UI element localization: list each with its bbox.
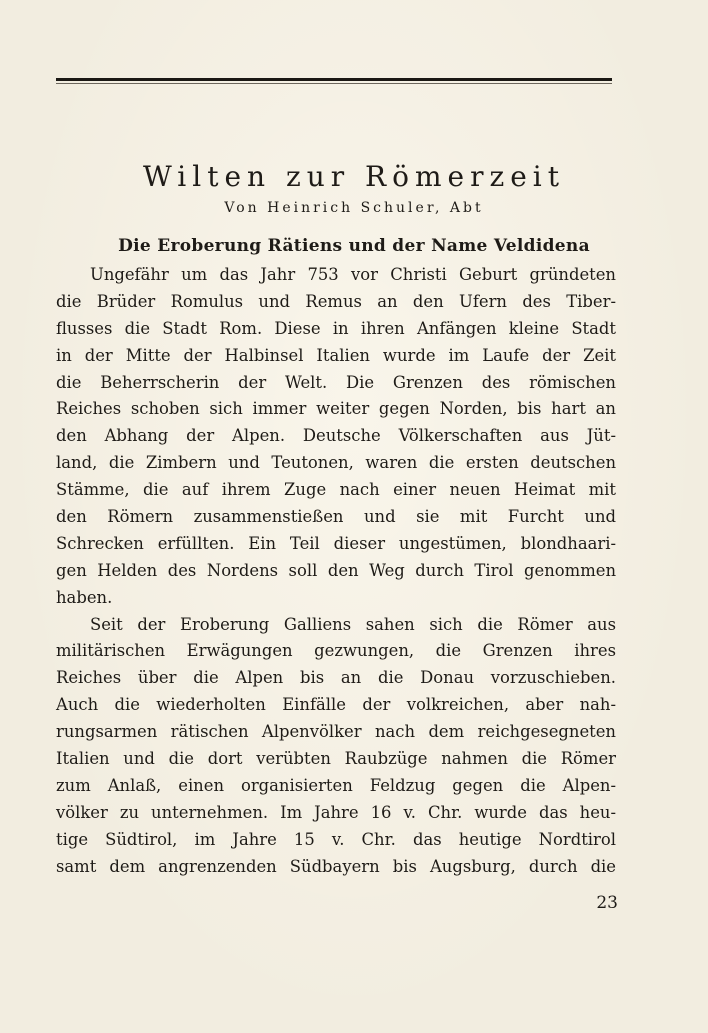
body-text (56, 262, 616, 880)
article-byline: Von Heinrich Schuler, Abt (224, 200, 484, 216)
section-heading: Die Eroberung Rätiens und der Name Veldidena (118, 236, 590, 256)
text-line: gen Helden des Nordens soll den Weg durch Tirol genommen (56, 560, 616, 580)
header-rule-thin (56, 83, 612, 84)
text-line: Stämme, die auf ihrem Zuge nach einer neuen Heimat mit (56, 480, 616, 500)
text-line: völker zu unternehmen. Im Jahre 16 v. Chr. wurde das heu- (56, 802, 616, 822)
article-title: Wilten zur Römerzeit (143, 160, 565, 193)
text-line: zum Anlaß, einen organisierten Feldzug gegen die Alpen- (56, 775, 616, 795)
text-line: Seit der Eroberung Galliens sahen sich die Römer aus (90, 614, 616, 634)
text-line: in der Mitte der Halbinsel Italien wurde im Laufe der Zeit (56, 345, 616, 365)
text-line: Ungefähr um das Jahr 753 vor Christi Geburt gründeten (90, 265, 616, 284)
text-line: die Brüder Romulus und Remus an den Ufern des Tiber- (56, 291, 616, 311)
text-line: militärischen Erwägungen gezwungen, die Grenzen ihres (56, 641, 616, 661)
header-rule (56, 78, 612, 81)
page-number: 23 (596, 893, 618, 913)
text-line: flusses die Stadt Rom. Diese in ihren Anfängen kleine Stadt (56, 318, 616, 338)
text-line: samt dem angrenzenden Südbayern bis Augsburg, durch die (56, 856, 616, 876)
text-line: Reiches schoben sich immer weiter gegen Norden, bis hart an (56, 399, 616, 419)
text-line: rungsarmen rätischen Alpenvölker nach dem reichgesegneten (56, 722, 616, 742)
text-line: den Römern zusammenstießen und sie mit Furcht und (56, 507, 616, 527)
text-line: haben. (56, 587, 113, 607)
text-line: Reiches über die Alpen bis an die Donau vorzuschieben. (56, 668, 616, 688)
text-line: land, die Zimbern und Teutonen, waren die ersten deutschen (56, 453, 616, 473)
text-line: Schrecken erfüllten. Ein Teil dieser ungestümen, blondhaari- (56, 533, 616, 553)
text-line: Auch die wiederholten Einfälle der volkreichen, aber nah- (56, 695, 616, 715)
text-line: den Abhang der Alpen. Deutsche Völkerschaften aus Jüt- (56, 426, 616, 446)
text-line: tige Südtirol, im Jahre 15 v. Chr. das heutige Nordtirol (56, 829, 616, 849)
text-line: die Beherrscherin der Welt. Die Grenzen des römischen (56, 372, 616, 392)
text-line: Italien und die dort verübten Raubzüge nahmen die Römer (56, 749, 616, 769)
